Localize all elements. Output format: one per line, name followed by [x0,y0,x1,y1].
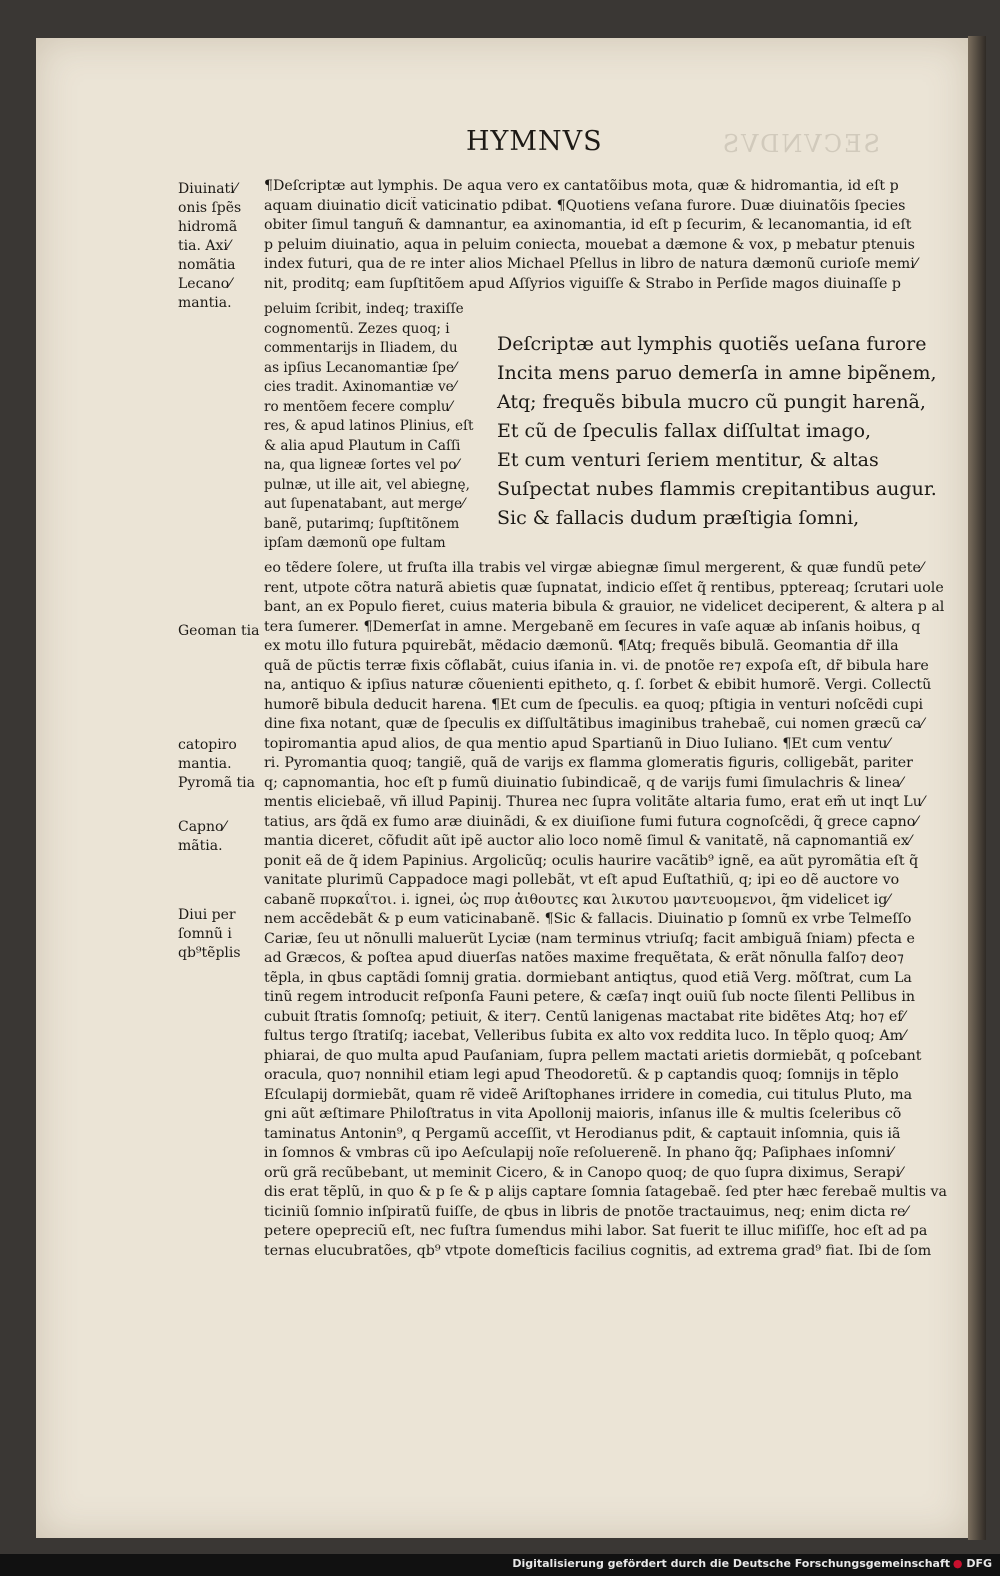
text-line: humorẽ bibula deducit harena. ¶Et cum de ſpeculis. ea quoq; pſtigia in venturi noſcẽdi cupi [264,696,924,713]
page-edge [968,36,986,1540]
commentary-narrow-column [264,300,484,554]
text-line: taminatus Antonin⁹, q Pergamũ acceſſit, vt Herodianus pdit, & captauit inſomnia, quis iã [264,1125,901,1142]
text-line: ro mentõem fecere complu⁄ [264,398,452,415]
text-line: aquam diuinatio dicit̃ vaticinatio pdibat. ¶Quotiens veſana furore. Duæ diuinatõis ſpecies [264,197,906,214]
text-line: fultus tergo ſtratiſq; iacebat, Velleribus ſubita ex alto vox reddita luco. In tẽplo quoq; Am⁄ [264,1028,906,1044]
text-line: eo tẽdere ſolere, ut fruſta illa trabis vel virgæ abiegnæ ſimul mergerent, & quæ fundũ pete⁄ [264,560,924,576]
text-line: & alia apud Plautum in Caſſi [264,437,461,454]
text-line: ¶Deſcriptæ aut lymphis. De aqua vero ex cantatõibus mota, quæ & hidromantia, id eſt p [264,178,899,194]
text-line: Eſculapij dormiebãt, quam rẽ videẽ Ariſtophanes irridere in comedia, cui titulus Pluto, ma [264,1086,913,1103]
text-line: mantia diceret, cõfudit aũt ipẽ auctor alio loco nomẽ ſimul & vanitatẽ, nã capnomantiã ex⁄ [264,833,912,849]
text-line: cubuit ſtratis ſomnoſq; petiuit, & iter⁊. Centũ lanigenas mactabat rite bidẽtes Atq; ho⁊ ef⁄ [264,1008,905,1025]
text-line: dis erat tẽplũ, in quo & p ſe & p alijs captare ſomnia ſatagebaẽ. ſed pter hæc ferebaẽ multis va [264,1184,947,1200]
text-line: topiromantia apud alios, de qua mentio apud Spartianũ in Diuo Iuliano. ¶Et cum ventu⁄ [264,735,890,752]
margin-note: Geoman tia [178,623,260,639]
text-line: bant, an ex Populo fieret, cuius materia bibula & grauior, ne videlicet deciperent, & altera p al [264,599,945,615]
commentary-lower [264,559,958,1261]
text-line: tẽpla, in qbus captãdi ſomnij gratia. dormiebant antiqtus, quod etiã Verg. mõſtrat, cum La [264,969,912,986]
dfg-logo: ● DFG [952,1557,992,1570]
margin-note: Capno⁄ mãtia. [178,819,226,854]
text-line: na, qua ligneæ ſortes vel po⁄ [264,457,459,473]
verse-line: Et cum venturi ſeriem mentitur, & altas [497,449,879,471]
text-line: tera ſumerer. ¶Demerſat in amne. Mergebanẽ em ſecures in vaſe aquæ ab inſanis hoibus, q [264,618,921,635]
dfg-logo-text: DFG [966,1557,992,1570]
text-line: tinũ regem introducit reſponſa Fauni petere, & cæſa⁊ inqt ouiũ ſub nocte ſilenti Pellibus in [264,989,916,1005]
text-line: cies tradit. Axinomantiæ ve⁄ [264,379,456,395]
text-line: res, & apud latinos Plinius, eſt [264,418,474,434]
footer-bar [0,1554,1000,1576]
verse-block [497,330,937,533]
text-line: ponit eã de q̃ idem Papinius. Argolicũq; oculis haurire vacãtib⁹ ignẽ, ea aũt pyromãtia eſt q̃ [264,852,919,869]
bleed-through-text: SECVNDVS [720,130,880,158]
text-line: obiter ſimul tanguñ & damnantur, ea axinomantia, id eſt p ſecurim, & lecanomantia, id eſt [264,217,912,233]
text-line: phiarai, de quo multa apud Pauſaniam, ſupra pellem mactati arietis dormiebãt, q poſcebant [264,1047,922,1064]
text-line: orũ grã recũbebant, ut meminit Cicero, & in Canopo quoq; de quo ſupra diximus, Serapi⁄ [264,1164,903,1181]
text-line: petere opepreciũ eſt, nec fuſtra ſumendus mihi labor. Sat fuerit te illuc miſiſſe, hoc eſt ad pa [264,1223,928,1239]
text-line: vanitate plurimũ Cappadoce magi pollebãt, vt eſt apud Euſtathiũ, q; ipi eo dẽ auctore vo [264,872,900,888]
text-line: ipſam dæmonũ ope fultam [264,535,446,551]
commentary-upper [264,177,958,294]
text-line: na, antiquo & ipſius naturæ cõuenienti epitheto, q. ſ. ſorbet & ebibit humorẽ. Vergi. Collectũ [264,677,932,693]
text-line: ternas elucubratões, qb⁹ vtpote domeſticis facilius cognitis, ad extrema grad⁹ fiat. Ibi de ſom [264,1242,932,1259]
text-line: peluim ſcribit, indeq; traxiſſe [264,301,464,317]
text-line: as ipſius Lecanomantiæ ſpe⁄ [264,359,457,376]
text-line: nem accẽdebãt & p eum vaticinabanẽ. ¶Sic & fallacis. Diuinatio p ſomnũ ex vrbe Telmeſſo [264,911,912,927]
text-line: ad Græcos, & poſtea apud diuerſas natões maxime frequẽtata, & erãt nõnulla falſo⁊ deo⁊ [264,950,904,966]
text-line: cabanẽ πυρκαΐτοι. i. ignei, ὡς πυρ ἀιθουτες και λικυτου μαντευομενοι, q̃m videlicet ig⁄ [264,891,890,908]
text-line: oracula, quo⁊ nonnihil etiam legi apud Theodoretũ. & p captandis quoq; ſomnijs in tẽplo [264,1067,899,1083]
text-line: ri. Pyromantia quoq; tangiẽ, quã de varijs ex flamma glomeratis figuris, colligebãt, pariter [264,755,913,771]
text-line: in ſomnos & vmbras cũ ipo Aeſculapij noĩe reſoluerenẽ. In phano q̃q; Paſiphaes inſomni⁄ [264,1145,893,1161]
text-line: mentis eliciebaẽ, vñ illud Papinij. Thurea nec ſupra volitãte altaria fumo, erat em̃ ut inqt Lu⁄ [264,794,925,810]
margin-note: Diui per ſomnũ i qb⁹tẽplis [178,907,241,961]
verse-line: Et cũ de ſpeculis fallax diſſultat imago, [497,420,872,442]
text-line: commentarijs in Iliadem, du [264,340,458,356]
funding-credit: Digitalisierung gefördert durch die Deutsche Forschungsgemeinschaft [512,1557,950,1570]
text-line: pulnæ, ut ille ait, vel abiegnę, [264,476,470,493]
verse-line: Sic & fallacis dudum præſtigia ſomni, [497,507,860,529]
text-line: aut ſupenatabant, aut merge⁄ [264,496,465,512]
margin-note: Diuinati⁄ onis ſpẽs hidromã tia. Axi⁄ nomãtia Lecano⁄ mantia. [178,181,242,311]
verse-line: Suſpectat nubes flammis crepitantibus augur. [497,478,937,500]
verse-line: Incita mens paruo demerſa in amne bipẽnem, [497,362,937,384]
text-line: gni aũt æſtimare Philoſtratus in vita Apollonij maioris, inſanus ille & multis ſceleribus cõ [264,1106,902,1122]
text-line: quã de pũctis terræ fixis cõflabãt, cuius iſania in. vi. de pnotõe re⁊ expoſa eſt, dr̃ bibula hare [264,657,929,674]
running-head: HYMNVS [466,126,603,157]
margin-note: catopiro mantia. Pyromã tia [178,737,255,791]
text-line: ticiniũ ſomnio inſpiratũ fuiſſe, de qbus in libris de pnotõe tractauimus, neq; enim dicta re⁄ [264,1203,908,1220]
text-line: ex motu illo futura pquirebãt, mẽdacio dæmonũ. ¶Atq; frequẽs bibulã. Geomantia dr̃ illa [264,638,899,654]
text-line: q; capnomantia, hoc eſt p fumũ diuinatio ſubindicaẽ, q de varijs fumi ſimulachris & linea⁄ [264,774,903,791]
text-line: tatius, ars q̃dã ex fumo aræ diuinãdi, & ex diuiſione fumi futura cognoſcẽdi, q̃ grece capno⁄ [264,813,918,830]
text-line: banẽ, putarimq; ſupſtitõnem [264,515,460,532]
text-line: index futuri, qua de re inter alios Michael Pſellus in libro de natura dæmonũ curioſe memi⁄ [264,256,918,272]
text-line: nit, proditq; eam ſupſtitõem apud Aſſyrios viguiſſe & Strabo in Perſide magos diuinaſſe p [264,275,901,292]
text-line: Cariæ, ſeu ut nõnulli maluerũt Lyciæ (nam terminus vtriuſq; facit ambiguã ſniam) pfecta e [264,930,915,947]
text-line: dine fixa notant, quæ de ſpeculis ex diſſultãtibus imaginibus trahebaẽ, cui nomen græcũ ca⁄ [264,716,924,732]
verse-line: Deſcriptæ aut lymphis quotiẽs ueſana furore [497,333,927,355]
verse-line: Atq; frequẽs bibula mucro cũ pungit harenã, [497,391,926,413]
text-line: p peluim diuinatio, aqua in peluim coniecta, mouebat a dæmone & vox, p mebatur ptenuis [264,236,915,253]
text-line: cognomentũ. Zezes quoq; i [264,320,450,337]
text-line: rent, utpote cõtra naturã abietis quæ ſupnatat, indicio eſſet q̃ rentibus, pptereaq; ſcrutari uole [264,579,944,596]
